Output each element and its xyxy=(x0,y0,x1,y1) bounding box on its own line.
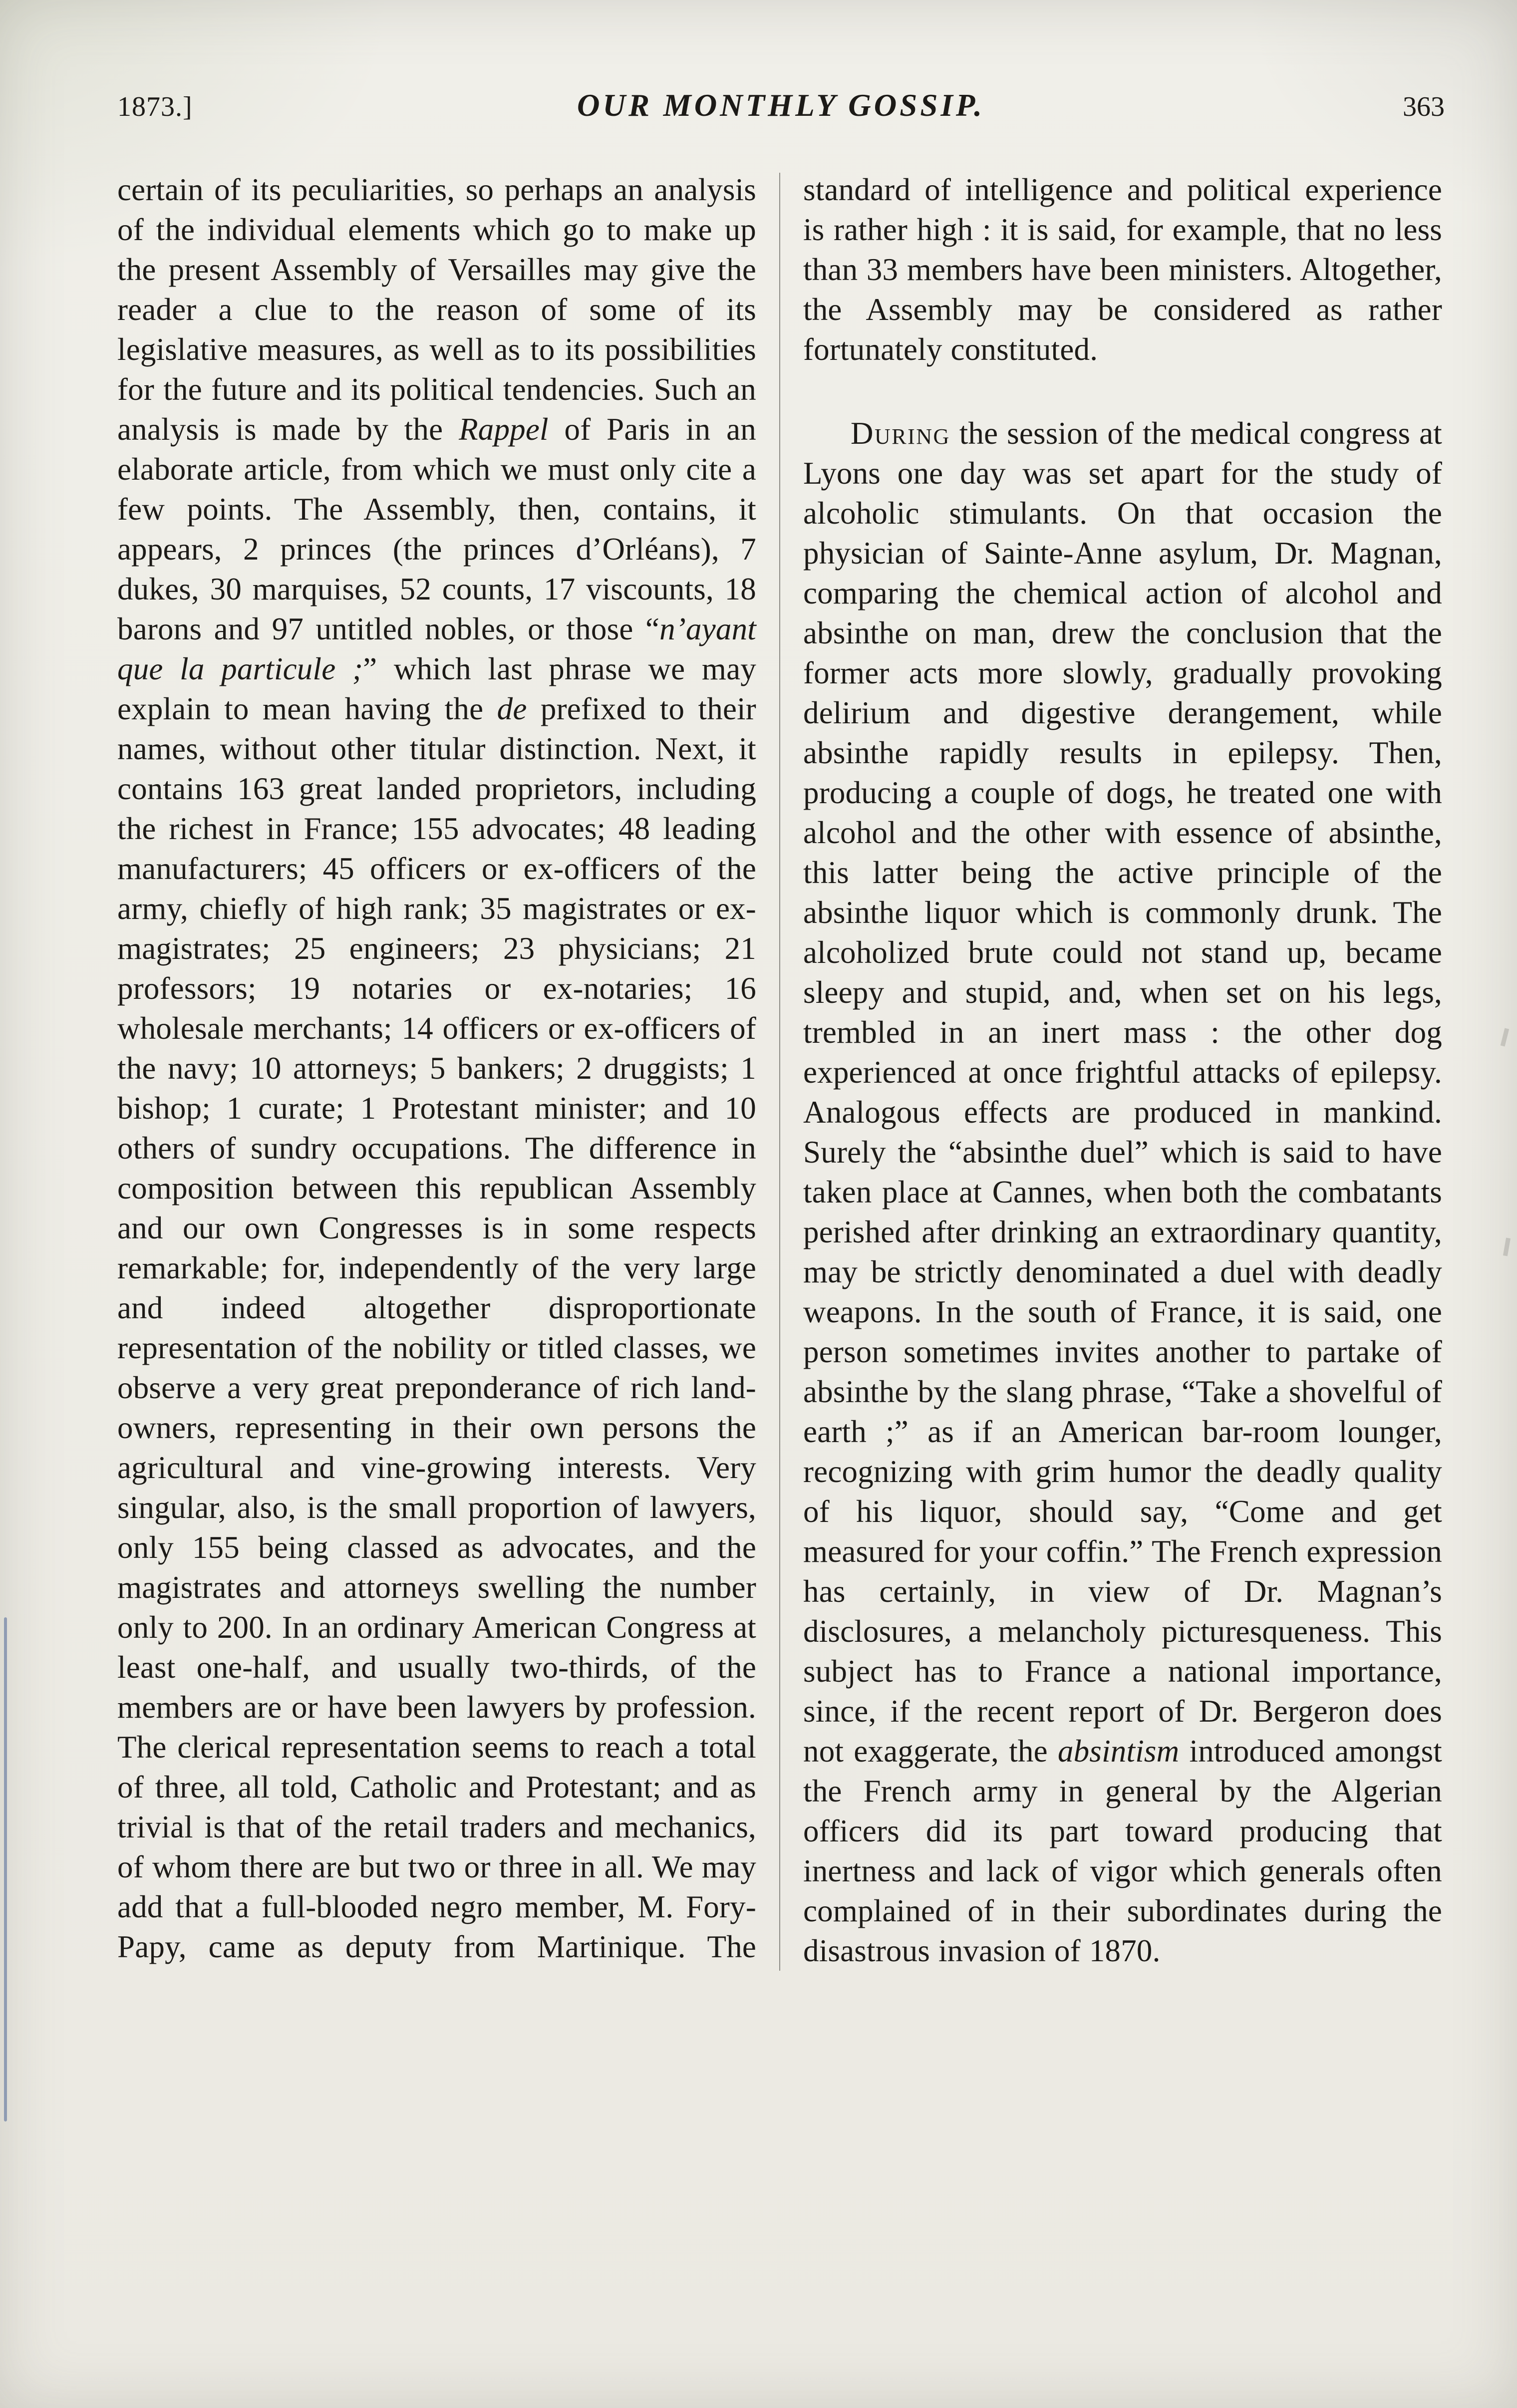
right-column xyxy=(803,170,1442,1971)
pencil-tick-right-margin xyxy=(1503,1237,1511,1256)
header-year: 1873.] xyxy=(117,91,193,122)
left-column xyxy=(117,170,756,1971)
page-number: 363 xyxy=(1403,91,1445,122)
page-header xyxy=(117,87,1445,124)
pencil-tick-right-margin xyxy=(1501,1028,1509,1046)
column-rule xyxy=(779,173,780,1971)
right-column-paragraph-2: During the session of the medical congress at Lyons one day was set apart for the study of alcoholic stimulants. On that occasion the physician of Sainte-Anne asylum, Dr. Magnan, comparing the chemical action of alcohol and absinthe on man, drew the conclusion that the former acts more slowly, gradually provoking delirium and digestive derangement, while absinthe rapidly results in epilepsy. Then, producing a couple of dogs, he treated one with alcohol and the other with essence of absinthe, this latter being the active principle of the absinthe liquor which is commonly drunk. The alcoholized brute could not stand up, became sleepy and stupid, and, when set on his legs, trembled in an inert mass : the other dog experienced at once frightful attacks of epilepsy. Analogous effects are produced in mankind. Surely the “absinthe duel” which is said to have taken place at Cannes, when both the combatants perished after drinking an extraordinary quantity, may be strictly denominated a duel with deadly weapons. In the south of France, it is said, one person sometimes invites another to partake of absinthe by the slang phrase, “Take a shovelful of earth ;” as if an American bar-room lounger, recognizing with grim humor the deadly quality of his liquor, should say, “Come and get measured for your coffin.” The French expression has certainly, in view of Dr. Magnan’s disclosures, a melancholy picturesqueness. This subject has to France a national importance, since, if the recent report of Dr. Bergeron does not exaggerate, the absintism introduced amongst the French army in general by the Algerian officers did its part toward producing that inertness and lack of vigor which generals often complained of in their subordinates during the disastrous invasion of 1870. xyxy=(803,416,1443,1968)
pen-mark-left-margin xyxy=(4,1617,7,2121)
right-column-paragraph-1: standard of intelligence and political experience is rather high : it is said, for example, that no less than 33 members have been ministers. Altogether, the Assembly may be considered as rather fortunately constituted. xyxy=(803,172,1442,367)
page-title: OUR MONTHLY GOSSIP. xyxy=(577,88,985,123)
text-columns xyxy=(117,170,1445,1971)
left-column-paragraph: certain of its peculiarities, so perhaps an analysis of the individual elements which go to make up the present Assembly of Versailles may give the reader a clue to the reason of some of its legislative measures, as well as to its possibilities for the future and its political tendencies. Such an analysis is made by the Rappel of Paris in an elaborate article, from which we must only cite a few points. The Assembly, then, contains, it appears, 2 princes (the princes d’Orléans), 7 dukes, 30 marquises, 52 counts, 17 viscounts, 18 barons and 97 untitled nobles, or those “n’ayant que la particule ;” which last phrase we may explain to mean having the de prefixed to their names, without other titular distinction. Next, it contains 163 great landed proprietors, including the richest in France; 155 advocates; 48 leading manufacturers; 45 officers or ex-officers of the army, chiefly of high rank; 35 magistrates or ex-magistrates; 25 engineers; 23 physicians; 21 professors; 19 notaries or ex-notaries; 16 wholesale merchants; 14 officers or ex-officers of the navy; 10 attorneys; 5 bankers; 2 druggists; 1 bishop; 1 curate; 1 Protestant minister; and 10 others of sundry occupations. The difference in composition between this republican Assembly and our own Congresses is in some respects remarkable; for, independently of the very large and indeed altogether disproportionate representation of the nobility or titled classes, we observe a very great preponderance of rich land-owners, representing in their own persons the agricultural and vine-growing interests. Very singular, also, is the small proportion of lawyers, only 155 being classed as advocates, and the magistrates and attorneys swelling the number only to 200. In an ordinary American Congress at least one-half, and usually two-thirds, of the members are or have been lawyers by profession. The clerical representation seems to reach a total of three, all told, Catholic and Protestant; and as trivial is that of the retail traders and mechanics, of whom there are but two or three in all. We may add that a full-blooded negro member, M. Fory-Papy, came as deputy from Martinique. The xyxy=(117,172,756,1964)
